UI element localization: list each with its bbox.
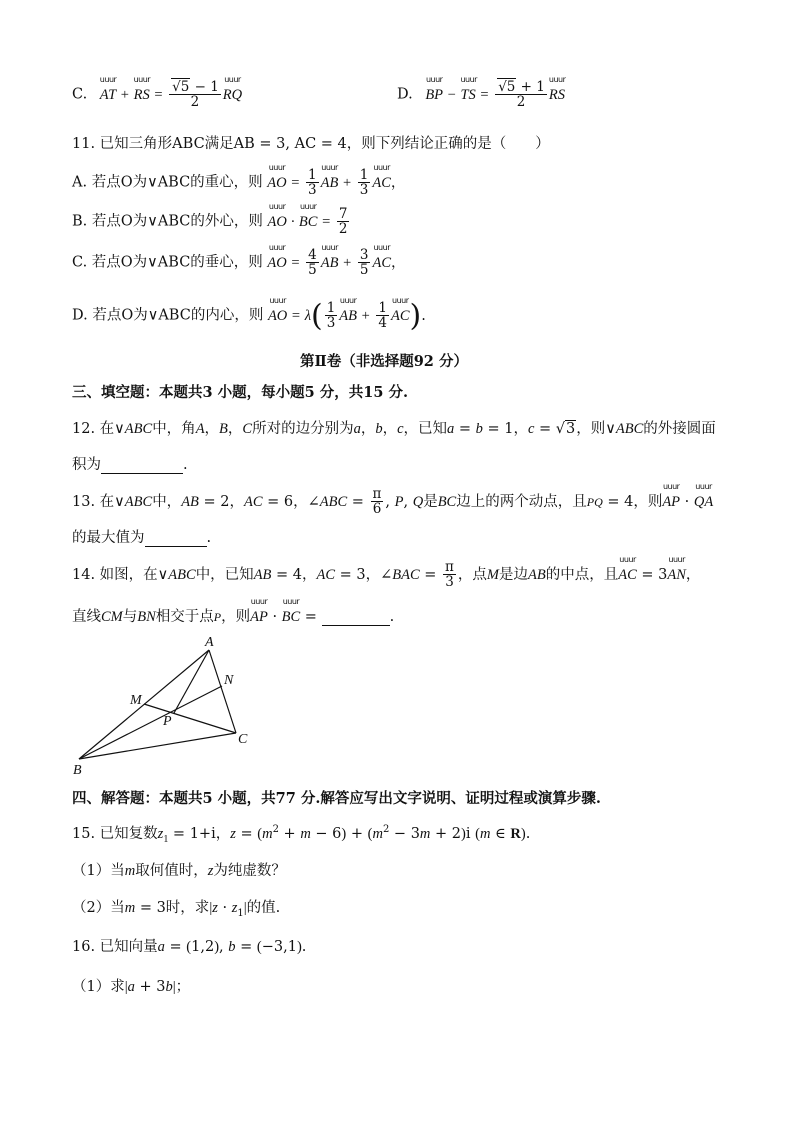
q11-option-d-text: D. 若点O为∨ABC的内心，则 xyxy=(72,307,264,324)
q12-text: 12. 在∨ABC中，角A，B，C所对的边分别为a，b，c，已知a = b = 1，c = √3，则∨ABC的外接圆面 xyxy=(72,421,716,437)
vertex-label-m: M xyxy=(130,693,142,708)
vertex-label-b: B xyxy=(73,763,82,777)
q11-option-c xyxy=(72,248,406,277)
q11-option-a-expression: uuur AO = $\frac{1}{3}$ uuur AB + $\frac{1}{3}$ uuur AC， xyxy=(267,175,405,191)
q13-line2-text: 的最大值为 xyxy=(72,530,145,546)
q12-answer-blank[interactable] xyxy=(101,457,183,474)
q12-line1 xyxy=(72,417,716,438)
q11-option-a-text: A. 若点O为∨ABC的重心，则 xyxy=(72,174,263,191)
q10-option-d-label: D. xyxy=(397,86,413,103)
q14-line1 xyxy=(72,560,700,589)
q13-line1 xyxy=(72,487,713,516)
q11-stem: 11. 已知三角形ABC满足AB = 3, AC = 4，则下列结论正确的是（ ） xyxy=(72,136,550,152)
q12-line2: 积为 . xyxy=(72,457,188,473)
q16-part1: （1）求|a + 3b|； xyxy=(72,979,191,995)
q12-line2-text: 积为 xyxy=(72,457,101,473)
q15-part1: （1）当m取何值时，z为纯虚数？ xyxy=(72,863,286,879)
q11-option-c-expression: uuur AO = $\frac{4}{5}$ uuur AB + $\frac{3}{5}$ uuur AC， xyxy=(267,255,405,271)
segment-bn xyxy=(79,686,222,759)
q14-text-line2: 直线CM与BN相交于点P，则uuur AP · uuur BC = xyxy=(72,609,322,625)
q11-option-d xyxy=(72,298,426,333)
part2-title: 第Ⅱ卷（非选择题92 分） xyxy=(300,353,468,370)
segment-ap xyxy=(174,650,209,713)
q15-stem: 15. 已知复数$z_1 = 1+i$，$z = (m^2 + m - 6) + (m^2 - 3m + 2)i$ (m ∈ R). xyxy=(72,824,531,845)
q11-option-c-text: C. 若点O为∨ABC的垂心，则 xyxy=(72,254,263,271)
q14-answer-blank[interactable] xyxy=(322,609,390,626)
segment-ac xyxy=(209,650,236,733)
q11-option-b xyxy=(72,207,351,236)
q13-answer-blank[interactable] xyxy=(145,530,207,547)
q10-option-c-label: C. xyxy=(72,86,88,103)
q13-line2: 的最大值为 . xyxy=(72,530,212,546)
q11-option-b-text: B. 若点O为∨ABC的外心，则 xyxy=(72,213,263,230)
q10-option-c-expression: uuur AT + uuur RS = $\frac{√5 - 1}{2}$ uuur RQ xyxy=(100,87,242,103)
section3-title: 三、填空题：本题共3 小题，每小题5 分，共15 分. xyxy=(72,384,409,401)
q10-option-d-expression: uuur BP − uuur TS = $\frac{√5 + 1}{2}$ uuur RS xyxy=(425,87,565,103)
triangle-figure xyxy=(68,632,258,777)
q16-stem: 16. 已知向量a = (1,2), b = (−3,1). xyxy=(72,939,307,955)
vertex-label-c: C xyxy=(238,732,248,747)
q11-option-d-expression: uuur AO = λ( $\frac{1}{3}$ uuur AB + $\frac{1}{4}$ uuur AC). xyxy=(268,308,426,324)
vertex-label-p: P xyxy=(163,714,172,729)
vertex-label-n: N xyxy=(224,673,234,688)
q13-text: 13. 在∨ABC中，AB = 2，AC = 6，∠ABC = $\frac{\pi}{6}$ , P, Q是BC边上的两个动点，且PQ = 4，则uuur AP · uuur QA xyxy=(72,494,713,510)
q10-option-c xyxy=(72,80,242,109)
vertex-label-a: A xyxy=(205,635,214,650)
q11-option-a xyxy=(72,168,405,197)
q14-line2: 直线CM与BN相交于点P，则uuur AP · uuur BC = . xyxy=(72,605,394,626)
segment-bc xyxy=(79,733,236,759)
q11-option-b-expression: uuur AO · uuur BC = $\frac{7}{2}$ xyxy=(267,214,351,230)
section4-title: 四、解答题：本题共5 小题，共77 分.解答应写出文字说明、证明过程或演算步骤. xyxy=(72,790,601,807)
q15-part2: （2）当m = 3时，求$|z \cdot z_1|$的值. xyxy=(72,900,281,919)
q10-option-d xyxy=(397,80,565,109)
q14-text: 14. 如图，在∨ABC中，已知AB = 4，AC = 3，∠BAC = $\frac{\pi}{3}$ ，点M是边AB的中点，且uuur AC = 3uuur AN， xyxy=(72,567,700,583)
